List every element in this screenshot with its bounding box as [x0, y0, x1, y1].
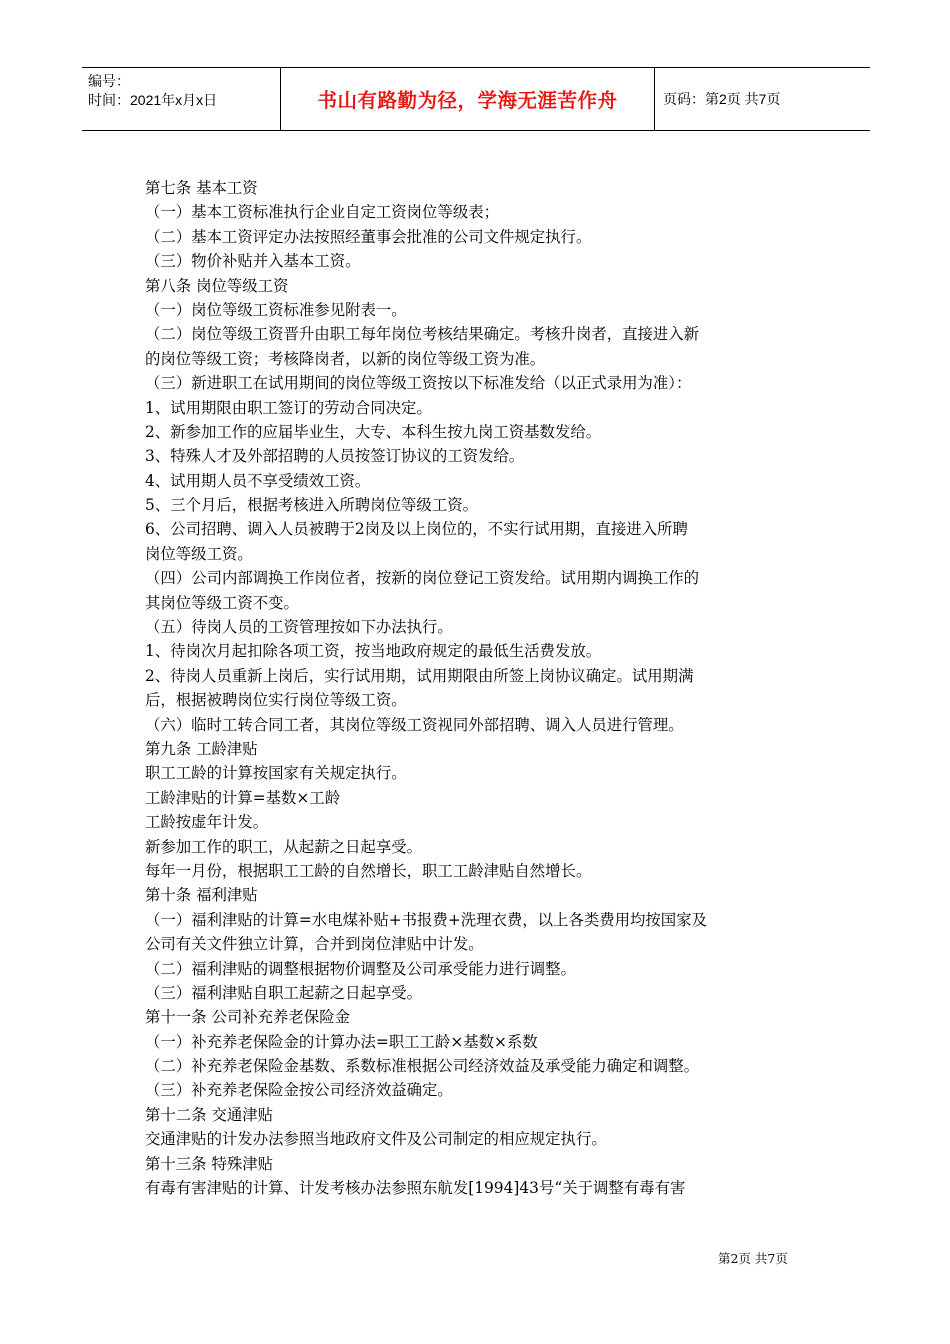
text-line: 4、试用期人员不享受绩效工资。 [145, 471, 371, 490]
text-line: 第十一条 公司补充养老保险金 [145, 1008, 350, 1027]
text-line: 第十三条 特殊津贴 [145, 1154, 274, 1173]
text-line: 有毒有害津贴的计算、计发考核办法参照东航发[1994]43号“关于调整有毒有害 [145, 1179, 686, 1198]
text-line: 2、待岗人员重新上岗后，实行试用期，试用期限由所签上岗协议确定。试用期满 [145, 666, 694, 685]
text-line: （一）福利津贴的计算=水电煤补贴+书报费+洗理衣费，以上各类费用均按国家及 [145, 910, 707, 929]
text-line: 3、特殊人才及外部招聘的人员按签订协议的工资发给。 [145, 447, 525, 466]
text-line: （二）基本工资评定办法按照经董事会批准的公司文件规定执行。 [145, 227, 592, 246]
time-label: 时间：2021年x月x日 [88, 92, 218, 108]
text-line: （三）福利津贴自职工起薪之日起享受。 [145, 983, 423, 1002]
text-line: 工龄津贴的计算=基数×工龄 [145, 788, 341, 807]
text-line: （一）岗位等级工资标准参见附表一。 [145, 300, 407, 319]
text-line: 5、三个月后，根据考核进入所聘岗位等级工资。 [145, 496, 478, 515]
text-line: 新参加工作的职工，从起薪之日起享受。 [145, 837, 423, 856]
text-line: 6、公司招聘、调入人员被聘于2岗及以上岗位的，不实行试用期，直接进入所聘 [145, 520, 688, 539]
text-line: （三）新进职工在试用期间的岗位等级工资按以下标准发给（以正式录用为准）： [145, 374, 692, 393]
text-line: 2、新参加工作的应届毕业生，大专、本科生按九岗工资基数发给。 [145, 422, 602, 441]
text-line: 第十二条 交通津贴 [145, 1105, 274, 1124]
text-line: （二）岗位等级工资晋升由职工每年岗位考核结果确定。考核升岗者，直接进入新 [145, 325, 700, 344]
text-line: 公司有关文件独立计算，合并到岗位津贴中计发。 [145, 935, 484, 954]
text-line: 第十条 福利津贴 [145, 886, 258, 905]
text-line: 后，根据被聘岗位实行岗位等级工资。 [145, 691, 407, 710]
text-line: 1、试用期限由职工签订的劳动合同决定。 [145, 398, 432, 417]
number-label: 编号： [88, 73, 130, 89]
document-body [145, 176, 810, 1200]
page-header [82, 67, 870, 131]
header-info-cell [82, 68, 281, 130]
text-line: （二）福利津贴的调整根据物价调整及公司承受能力进行调整。 [145, 959, 576, 978]
header-page-number: 页码：第2页 共7页 [663, 91, 781, 107]
text-line: （一）补充养老保险金的计算办法=职工工龄×基数×系数 [145, 1032, 538, 1051]
text-line: （三）补充养老保险金按公司经济效益确定。 [145, 1081, 453, 1100]
text-line: 交通津贴的计发办法参照当地政府文件及公司制定的相应规定执行。 [145, 1130, 607, 1149]
text-line: 岗位等级工资。 [145, 544, 253, 563]
page-footer: 第2页 共7页 [718, 1251, 788, 1266]
text-line: （三）物价补贴并入基本工资。 [145, 252, 361, 271]
text-line: 1、待岗次月起扣除各项工资，按当地政府规定的最低生活费发放。 [145, 642, 602, 661]
text-line: 职工工龄的计算按国家有关规定执行。 [145, 764, 407, 783]
text-line: （二）补充养老保险金基数、系数标准根据公司经济效益及承受能力确定和调整。 [145, 1057, 700, 1076]
text-line: （四）公司内部调换工作岗位者，按新的岗位登记工资发给。试用期内调换工作的 [145, 569, 700, 588]
text-line: 其岗位等级工资不变。 [145, 593, 299, 612]
text-line: （五）待岗人员的工资管理按如下办法执行。 [145, 618, 453, 637]
header-motto: 书山有路勤为径，学海无涯苦作舟 [281, 68, 655, 130]
text-line: 第七条 基本工资 [145, 179, 258, 197]
text-line: 第八条 岗位等级工资 [145, 276, 289, 295]
text-line: 工龄按虚年计发。 [145, 813, 269, 832]
text-line: （一）基本工资标准执行企业自定工资岗位等级表； [145, 203, 499, 222]
text-line: 的岗位等级工资；考核降岗者，以新的岗位等级工资为准。 [145, 349, 546, 368]
text-line: （六）临时工转合同工者，其岗位等级工资视同外部招聘、调入人员进行管理。 [145, 715, 684, 734]
text-line: 第九条 工龄津贴 [145, 739, 258, 758]
text-line: 每年一月份，根据职工工龄的自然增长，职工工龄津贴自然增长。 [145, 861, 592, 880]
